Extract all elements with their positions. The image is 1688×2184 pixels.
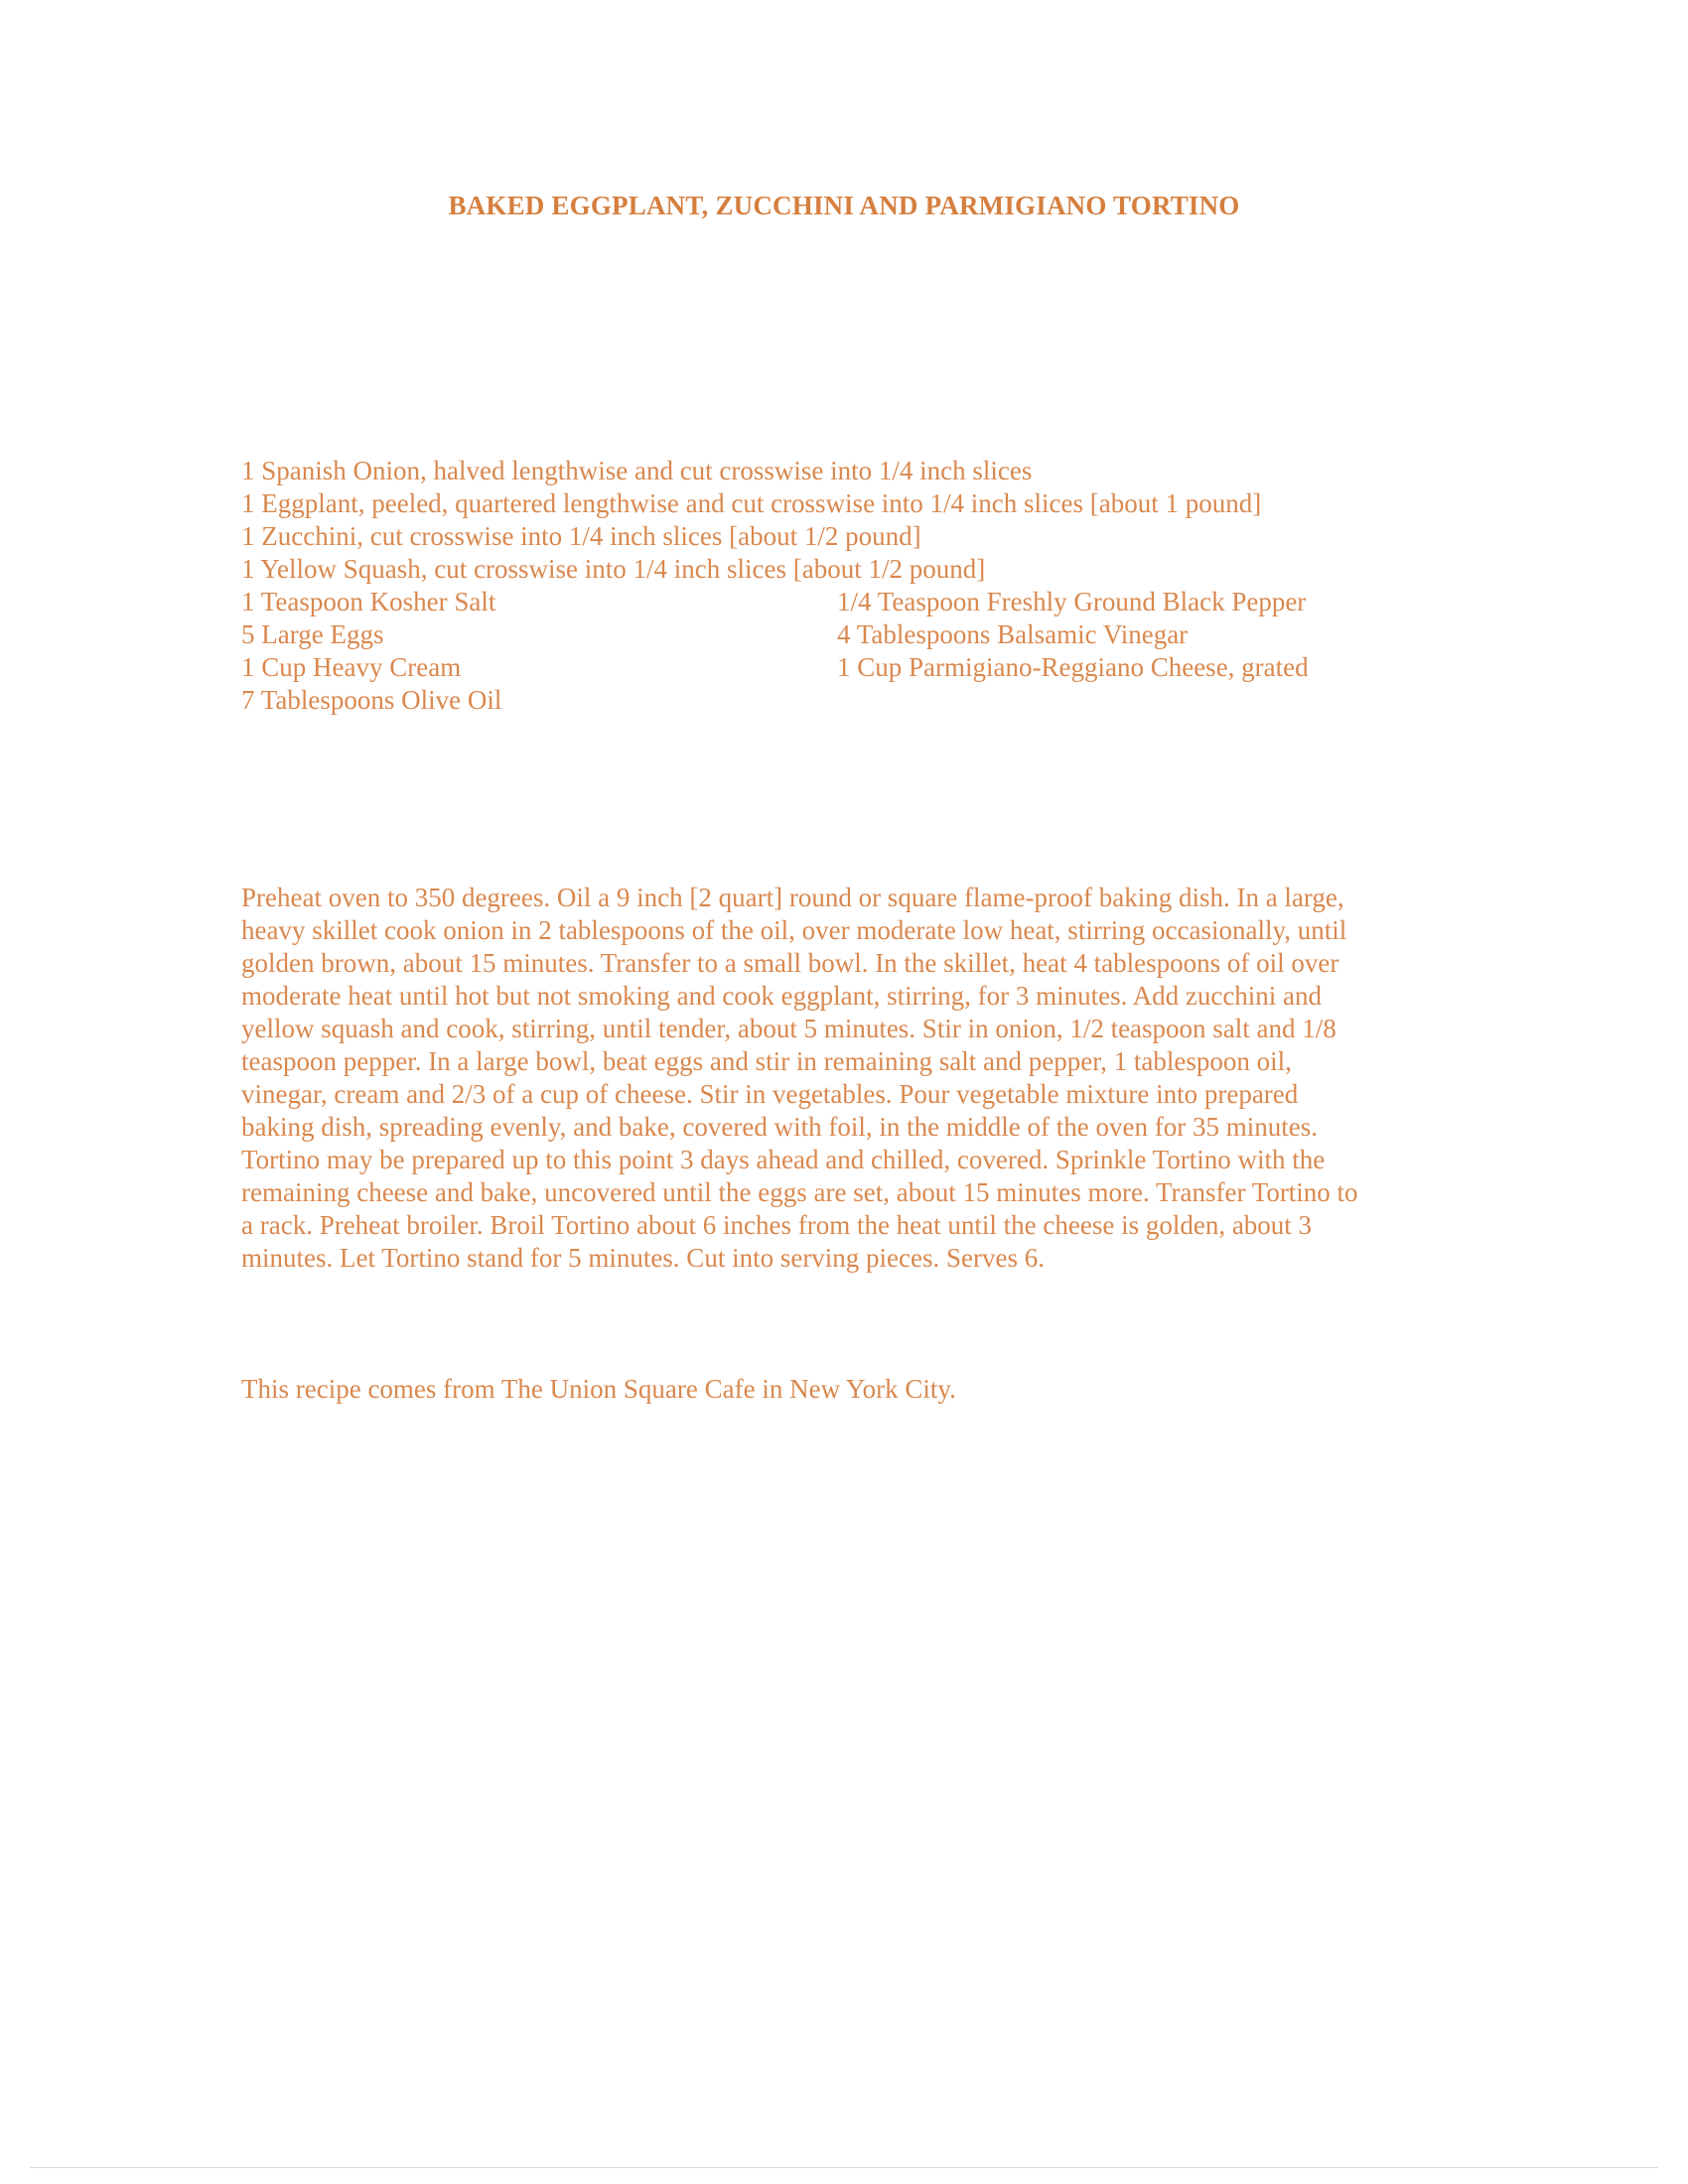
method-line: a rack. Preheat broiler. Broil Tortino about 6 inches from the heat until the cheese is golden, about 3 [241,1210,1313,1240]
method-line: heavy skillet cook onion in 2 tablespoons of the oil, over moderate low heat, stirring occasionally, until [241,915,1347,945]
ingredient-line: 1 Zucchini, cut crosswise into 1/4 inch slices [about 1/2 pound] [241,521,921,551]
scan-edge-line [30,2167,1658,2168]
method-line: minutes. Let Tortino stand for 5 minutes. Cut into serving pieces. Serves 6. [241,1243,1045,1273]
ingredient-left: 1 Teaspoon Kosher Salt [241,587,496,616]
ingredient-right: 4 Tablespoons Balsamic Vinegar [837,619,1189,649]
ingredient-right: 1/4 Teaspoon Freshly Ground Black Pepper [837,587,1307,616]
method-line: yellow squash and cook, stirring, until tender, about 5 minutes. Stir in onion, 1/2 teaspoon salt and 1/8 [241,1014,1336,1043]
method-line: remaining cheese and bake, uncovered until the eggs are set, about 15 minutes more. Transfer Tortino to [241,1177,1358,1207]
method-line: baking dish, spreading evenly, and bake, covered with foil, in the middle of the oven for 35 minutes. [241,1112,1318,1142]
method-paragraph [241,882,1433,1275]
ingredient-row [241,618,1433,651]
ingredient-row [241,586,1433,618]
ingredient-row [241,684,1433,717]
ingredient-line: 1 Spanish Onion, halved lengthwise and cut crosswise into 1/4 inch slices [241,456,1033,485]
method-line: teaspoon pepper. In a large bowl, beat eggs and stir in remaining salt and pepper, 1 tablespoon oil, [241,1046,1292,1076]
ingredient-left: 5 Large Eggs [241,619,384,649]
ingredient-line: 1 Eggplant, peeled, quartered lengthwise and cut crosswise into 1/4 inch slices [about 1 pound] [241,488,1262,518]
method-line: Tortino may be prepared up to this point 3 days ahead and chilled, covered. Sprinkle Tortino with the [241,1145,1326,1174]
ingredients-list [241,455,1433,717]
method-line: Preheat oven to 350 degrees. Oil a 9 inch [2 quart] round or square flame-proof baking dish. In a large, [241,883,1344,912]
source-note: This recipe comes from The Union Square Cafe in New York City. [241,1374,956,1404]
ingredient-row [241,651,1433,684]
method-line: vinegar, cream and 2/3 of a cup of cheese. Stir in vegetables. Pour vegetable mixture into prepared [241,1079,1299,1109]
ingredient-line: 1 Yellow Squash, cut crosswise into 1/4 inch slices [about 1/2 pound] [241,554,986,584]
ingredient-left: 1 Cup Heavy Cream [241,652,462,682]
ingredient-right: 1 Cup Parmigiano-Reggiano Cheese, grated [837,652,1309,682]
ingredient-right [837,684,1433,717]
method-line: moderate heat until hot but not smoking and cook eggplant, stirring, for 3 minutes. Add zucchini and [241,981,1323,1011]
method-line: golden brown, about 15 minutes. Transfer to a small bowl. In the skillet, heat 4 tablespoons of oil over [241,948,1339,978]
ingredient-left: 7 Tablespoons Olive Oil [241,685,502,715]
recipe-title: BAKED EGGPLANT, ZUCCHINI AND PARMIGIANO TORTINO [448,191,1240,220]
